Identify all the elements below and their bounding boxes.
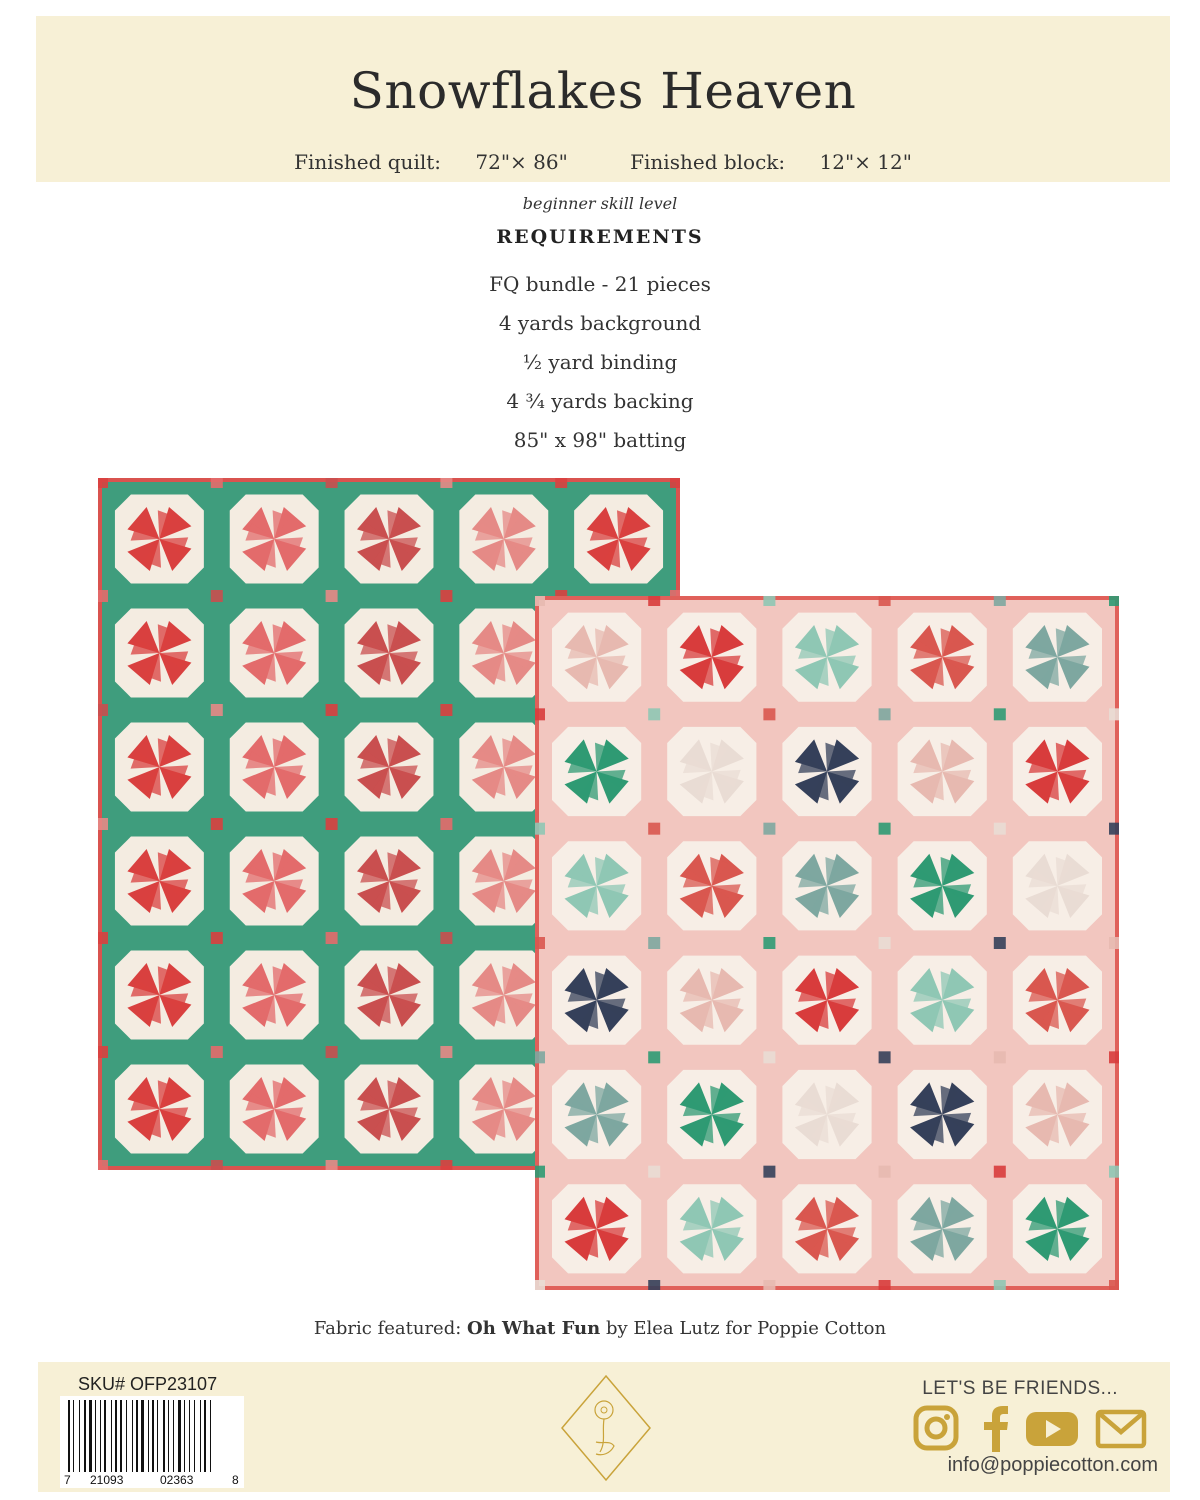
cornerstone	[98, 1160, 108, 1170]
requirements-heading: REQUIREMENTS	[496, 226, 704, 248]
quilt-block	[115, 1065, 204, 1154]
social-icons	[912, 1404, 1152, 1456]
quilt-block	[1013, 613, 1102, 702]
cornerstone	[763, 596, 775, 606]
cornerstone	[440, 590, 452, 602]
requirements-list	[0, 268, 1200, 463]
cornerstone	[555, 478, 567, 488]
requirement-item: 4 ¾ yards backing	[506, 389, 694, 413]
finished-quilt-label: Finished quilt:	[294, 150, 442, 174]
cornerstone	[879, 1166, 891, 1178]
cornerstone	[648, 1166, 660, 1178]
requirement-item: 85" x 98" batting	[513, 428, 687, 452]
quilt-block	[782, 727, 871, 816]
cornerstone	[763, 1166, 775, 1178]
fabric-name: Oh What Fun	[467, 1318, 601, 1339]
quilt-block	[345, 837, 434, 926]
quilt-block	[552, 613, 641, 702]
quilt-block	[115, 723, 204, 812]
cornerstone	[994, 1051, 1006, 1063]
quilt-block	[782, 1070, 871, 1159]
cornerstone	[535, 596, 545, 606]
quilt-block	[1013, 727, 1102, 816]
finished-block-value: 12"× 12"	[819, 150, 912, 174]
cornerstone	[98, 818, 108, 830]
cornerstone	[879, 708, 891, 720]
finished-block	[616, 150, 926, 174]
quilt-block	[667, 841, 756, 930]
quilt-block	[898, 1184, 987, 1273]
cornerstone	[211, 1160, 223, 1170]
youtube-icon[interactable]	[1026, 1412, 1078, 1446]
quilt-block	[552, 727, 641, 816]
cornerstone	[535, 1051, 545, 1063]
quilt-block	[667, 956, 756, 1045]
quilt-block	[1013, 1184, 1102, 1273]
cornerstone	[326, 818, 338, 830]
cornerstone	[440, 478, 452, 488]
finished-sizes	[36, 150, 1170, 174]
requirement-item: FQ bundle - 21 pieces	[489, 272, 711, 296]
quilt-block	[552, 841, 641, 930]
cornerstone	[879, 1280, 891, 1290]
fabric-featured	[0, 1318, 1200, 1339]
quilt-block	[1013, 1070, 1102, 1159]
cornerstone	[648, 1280, 660, 1290]
barcode-digit-4: 8	[232, 1473, 239, 1487]
quilt-block	[459, 495, 548, 584]
cornerstone	[535, 823, 545, 835]
barcode-digit-1: 7	[64, 1473, 71, 1487]
cornerstone	[326, 1160, 338, 1170]
quilt-block	[898, 1070, 987, 1159]
quilt-block	[345, 1065, 434, 1154]
cornerstone	[98, 932, 108, 944]
quilt-block	[898, 956, 987, 1045]
cornerstone	[670, 478, 680, 488]
quilt-block	[345, 723, 434, 812]
fabric-suffix: by Elea Lutz for Poppie Cotton	[600, 1318, 887, 1339]
cornerstone	[648, 823, 660, 835]
cornerstone	[211, 590, 223, 602]
quilt-block	[230, 951, 319, 1040]
quilt-block	[230, 609, 319, 698]
requirement-item: ½ yard binding	[522, 350, 678, 374]
cornerstone	[994, 1280, 1006, 1290]
quilt-block	[898, 841, 987, 930]
quilt-block	[115, 609, 204, 698]
cornerstone	[326, 704, 338, 716]
cornerstone	[994, 596, 1006, 606]
cornerstone	[326, 932, 338, 944]
quilt-block	[115, 837, 204, 926]
quilt-block	[898, 727, 987, 816]
skill-level: beginner skill level	[522, 194, 678, 213]
cornerstone	[1109, 708, 1119, 720]
cornerstone	[994, 937, 1006, 949]
sku-label: SKU# OFP23107	[78, 1374, 218, 1394]
cornerstone	[326, 590, 338, 602]
cornerstone	[98, 478, 108, 488]
cornerstone	[994, 708, 1006, 720]
pink-quilt-image	[535, 596, 1119, 1290]
quilt-block	[345, 609, 434, 698]
cornerstone	[535, 1166, 545, 1178]
lets-be-friends: LET'S BE FRIENDS...	[922, 1378, 1118, 1399]
finished-quilt	[280, 150, 582, 174]
cornerstone	[763, 937, 775, 949]
cornerstone	[648, 596, 660, 606]
quilt-block	[552, 956, 641, 1045]
fabric-prefix: Fabric featured:	[313, 1318, 468, 1339]
barcode	[60, 1396, 244, 1488]
cornerstone	[1109, 1280, 1119, 1290]
quilt-block	[345, 495, 434, 584]
cornerstone	[535, 937, 545, 949]
cornerstone	[994, 1166, 1006, 1178]
cornerstone	[1109, 1051, 1119, 1063]
quilt-block	[230, 1065, 319, 1154]
cornerstone	[326, 478, 338, 488]
cornerstone	[1109, 1166, 1119, 1178]
email-address[interactable]: info@poppiecotton.com	[947, 1454, 1158, 1476]
cornerstone	[1109, 596, 1119, 606]
barcode-digit-3: 02363	[160, 1473, 194, 1487]
cornerstone	[98, 1046, 108, 1058]
facebook-icon[interactable]	[984, 1406, 1008, 1452]
cornerstone	[535, 708, 545, 720]
cornerstone	[211, 1046, 223, 1058]
footer-banner	[38, 1362, 1170, 1492]
cornerstone	[648, 1051, 660, 1063]
quilt-block	[667, 1070, 756, 1159]
pattern-title: Snowflakes Heaven	[349, 62, 857, 120]
cornerstone	[98, 590, 108, 602]
cornerstone	[211, 704, 223, 716]
cornerstone	[211, 818, 223, 830]
quilt-block	[345, 951, 434, 1040]
cornerstone	[326, 1046, 338, 1058]
quilt-block	[667, 613, 756, 702]
cornerstone	[440, 1046, 452, 1058]
quilt-block	[782, 956, 871, 1045]
cornerstone	[1109, 823, 1119, 835]
poppie-cotton-logo-icon	[558, 1372, 654, 1484]
quilt-block	[552, 1070, 641, 1159]
cornerstone	[879, 1051, 891, 1063]
cornerstone	[535, 1280, 545, 1290]
quilt-block	[667, 1184, 756, 1273]
quilt-block	[230, 495, 319, 584]
cornerstone	[1109, 937, 1119, 949]
cornerstone	[994, 823, 1006, 835]
quilt-block	[574, 495, 663, 584]
finished-block-label: Finished block:	[630, 150, 786, 174]
quilt-block	[230, 837, 319, 926]
cornerstone	[763, 1280, 775, 1290]
quilt-block	[1013, 841, 1102, 930]
quilt-block	[782, 1184, 871, 1273]
instagram-icon[interactable]	[916, 1408, 956, 1448]
cornerstone	[98, 704, 108, 716]
header-banner	[36, 16, 1170, 182]
cornerstone	[648, 937, 660, 949]
quilt-block	[115, 951, 204, 1040]
finished-quilt-value: 72"× 86"	[475, 150, 568, 174]
requirement-item: 4 yards background	[498, 311, 702, 335]
cornerstone	[440, 704, 452, 716]
cornerstone	[211, 478, 223, 488]
quilt-block	[898, 613, 987, 702]
cornerstone	[879, 937, 891, 949]
cornerstone	[879, 596, 891, 606]
quilt-block	[782, 613, 871, 702]
cornerstone	[763, 823, 775, 835]
mail-icon[interactable]	[1098, 1412, 1144, 1446]
quilt-block	[115, 495, 204, 584]
cornerstone	[879, 823, 891, 835]
quilt-block	[667, 727, 756, 816]
quilt-block	[230, 723, 319, 812]
cornerstone	[440, 1160, 452, 1170]
cornerstone	[211, 932, 223, 944]
quilt-block	[782, 841, 871, 930]
barcode-digit-2: 21093	[90, 1473, 124, 1487]
cornerstone	[648, 708, 660, 720]
cornerstone	[763, 1051, 775, 1063]
quilt-block	[552, 1184, 641, 1273]
cornerstone	[440, 818, 452, 830]
cornerstone	[440, 932, 452, 944]
quilt-block	[1013, 956, 1102, 1045]
cornerstone	[763, 708, 775, 720]
